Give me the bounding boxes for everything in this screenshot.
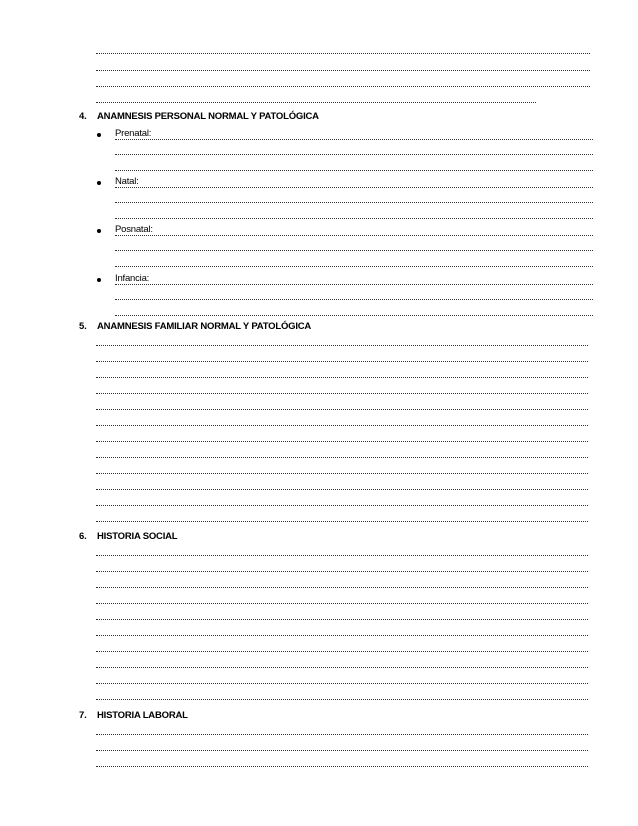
section-title: ANAMNESIS FAMILIAR NORMAL Y PATOLÓGICA: [97, 321, 312, 332]
fill-line[interactable]: [96, 393, 588, 394]
fill-line[interactable]: [96, 102, 536, 103]
fill-line[interactable]: [96, 571, 588, 572]
fill-line[interactable]: [115, 170, 593, 171]
fill-line[interactable]: [96, 377, 588, 378]
fill-line[interactable]: [115, 299, 593, 300]
fill-line[interactable]: [96, 425, 588, 426]
fill-line[interactable]: [96, 489, 588, 490]
fill-line[interactable]: [96, 505, 588, 506]
fill-line[interactable]: [96, 53, 590, 54]
section-number: 7.: [79, 710, 87, 721]
fill-line[interactable]: [115, 284, 593, 285]
item-label-infancia: Infancia:: [115, 273, 150, 284]
section-number: 5.: [79, 321, 87, 332]
section-number: 4.: [79, 111, 87, 122]
fill-line[interactable]: [96, 699, 588, 700]
fill-line[interactable]: [96, 635, 588, 636]
fill-line[interactable]: [115, 266, 593, 267]
fill-line[interactable]: [96, 555, 588, 556]
fill-line[interactable]: [96, 86, 590, 87]
fill-line[interactable]: [96, 441, 588, 442]
fill-line[interactable]: [115, 187, 593, 188]
fill-line[interactable]: [96, 587, 588, 588]
fill-line[interactable]: [115, 218, 593, 219]
fill-line[interactable]: [115, 235, 593, 236]
fill-line[interactable]: [96, 345, 588, 346]
bullet-icon: [97, 278, 101, 282]
fill-line[interactable]: [96, 619, 588, 620]
section-title: HISTORIA LABORAL: [97, 710, 188, 721]
item-label-posnatal: Posnatal:: [115, 224, 153, 235]
fill-line[interactable]: [96, 521, 588, 522]
section-title: HISTORIA SOCIAL: [97, 531, 178, 542]
fill-line[interactable]: [115, 154, 593, 155]
fill-line[interactable]: [96, 409, 588, 410]
fill-line[interactable]: [96, 683, 588, 684]
fill-line[interactable]: [96, 361, 588, 362]
fill-line[interactable]: [96, 473, 588, 474]
fill-line[interactable]: [115, 139, 593, 140]
fill-line[interactable]: [96, 651, 588, 652]
fill-line[interactable]: [115, 250, 593, 251]
fill-line[interactable]: [96, 766, 588, 767]
fill-line[interactable]: [96, 734, 588, 735]
fill-line[interactable]: [96, 603, 588, 604]
fill-line[interactable]: [96, 457, 588, 458]
section-number: 6.: [79, 531, 87, 542]
bullet-icon: [97, 181, 101, 185]
item-label-prenatal: Prenatal:: [115, 128, 152, 139]
bullet-icon: [97, 229, 101, 233]
fill-line[interactable]: [96, 70, 590, 71]
item-label-natal: Natal:: [115, 176, 139, 187]
fill-line[interactable]: [96, 667, 588, 668]
section-title: ANAMNESIS PERSONAL NORMAL Y PATOLÓGICA: [97, 111, 319, 122]
fill-line[interactable]: [115, 202, 593, 203]
fill-line[interactable]: [96, 750, 588, 751]
fill-line[interactable]: [115, 315, 593, 316]
bullet-icon: [97, 133, 101, 137]
